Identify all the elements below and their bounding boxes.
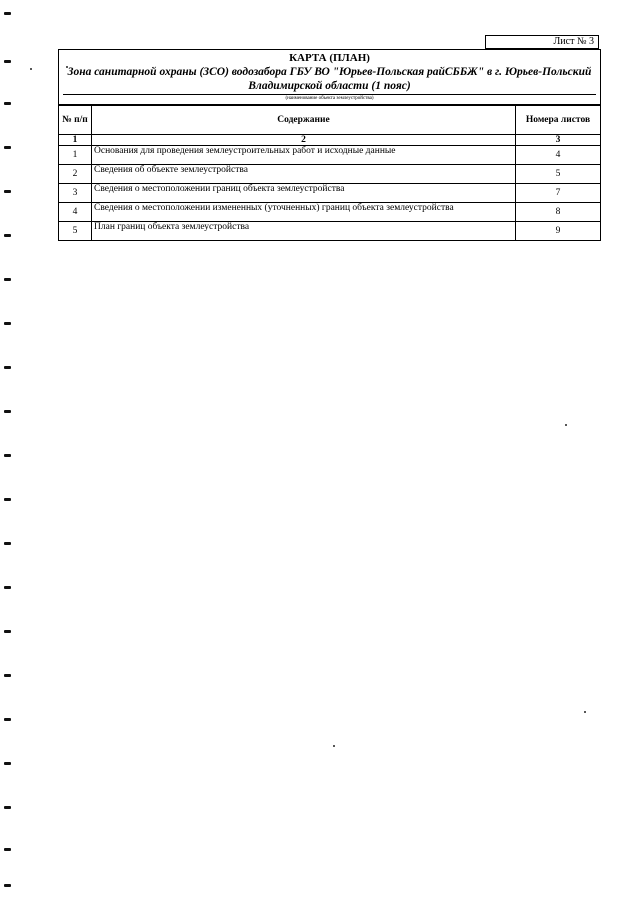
scan-margin-mark	[4, 884, 11, 887]
row-num: 2	[59, 165, 92, 184]
table-row	[59, 146, 601, 165]
row-num: 3	[59, 184, 92, 203]
scan-speck	[333, 745, 335, 747]
row-pages: 7	[516, 184, 601, 203]
scan-margin-mark	[4, 234, 11, 237]
row-content: Сведения об объекте землеустройства	[92, 165, 516, 184]
row-pages: 9	[516, 222, 601, 241]
row-pages: 4	[516, 146, 601, 165]
row-pages: 8	[516, 203, 601, 222]
object-name: Зона санитарной охраны (ЗСО) водозабора ГБУ ВО "Юрьев-Польская райСББЖ" в г. Юрьев-Польский Владимирской области (1 пояс)	[67, 66, 592, 92]
object-name-caption: (наименование объекта землеустройства)	[285, 96, 374, 101]
scan-margin-mark	[4, 848, 11, 851]
scan-margin-mark	[4, 806, 11, 809]
scan-margin-mark	[4, 146, 11, 149]
scan-margin-mark	[4, 454, 11, 457]
row-content: Сведения о местоположении границ объекта землеустройства	[92, 184, 516, 203]
sheet-number: Лист № 3	[485, 35, 599, 49]
column-number-row	[59, 135, 601, 146]
table-row	[59, 203, 601, 222]
table-header-row	[59, 106, 601, 135]
scan-margin-mark	[4, 366, 11, 369]
map-title: КАРТА (ПЛАН)	[289, 52, 370, 64]
scan-margin-mark	[4, 498, 11, 501]
row-content: План границ объекта землеустройства	[92, 222, 516, 241]
header-pages: Номера листов	[516, 106, 601, 135]
row-content: Сведения о местоположении измененных (уточненных) границ объекта землеустройства	[92, 203, 516, 222]
column-number: 1	[59, 135, 92, 146]
scan-margin-mark	[4, 190, 11, 193]
scan-margin-mark	[4, 762, 11, 765]
header-num: № п/п	[59, 106, 92, 135]
scan-margin-mark	[4, 278, 11, 281]
header-content: Содержание	[92, 106, 516, 135]
column-number: 2	[92, 135, 516, 146]
row-num: 4	[59, 203, 92, 222]
scan-margin-mark	[4, 60, 11, 63]
row-num: 1	[59, 146, 92, 165]
contents-table	[58, 105, 601, 241]
table-row	[59, 165, 601, 184]
scan-margin-mark	[4, 322, 11, 325]
scan-speck	[66, 66, 68, 68]
scan-margin-mark	[4, 630, 11, 633]
scan-margin-mark	[4, 718, 11, 721]
table-row	[59, 222, 601, 241]
row-num: 5	[59, 222, 92, 241]
scan-margin-mark	[4, 410, 11, 413]
row-content: Основания для проведения землеустроительных работ и исходные данные	[92, 146, 516, 165]
map-header	[58, 49, 601, 105]
scan-margin-mark	[4, 542, 11, 545]
scan-speck	[584, 711, 586, 713]
row-pages: 5	[516, 165, 601, 184]
column-number: 3	[516, 135, 601, 146]
scan-margin-mark	[4, 586, 11, 589]
scan-margin-mark	[4, 674, 11, 677]
table-row	[59, 184, 601, 203]
scan-speck	[30, 68, 32, 70]
scan-margin-mark	[4, 12, 11, 15]
scan-speck	[565, 424, 567, 426]
scan-margin-mark	[4, 102, 11, 105]
